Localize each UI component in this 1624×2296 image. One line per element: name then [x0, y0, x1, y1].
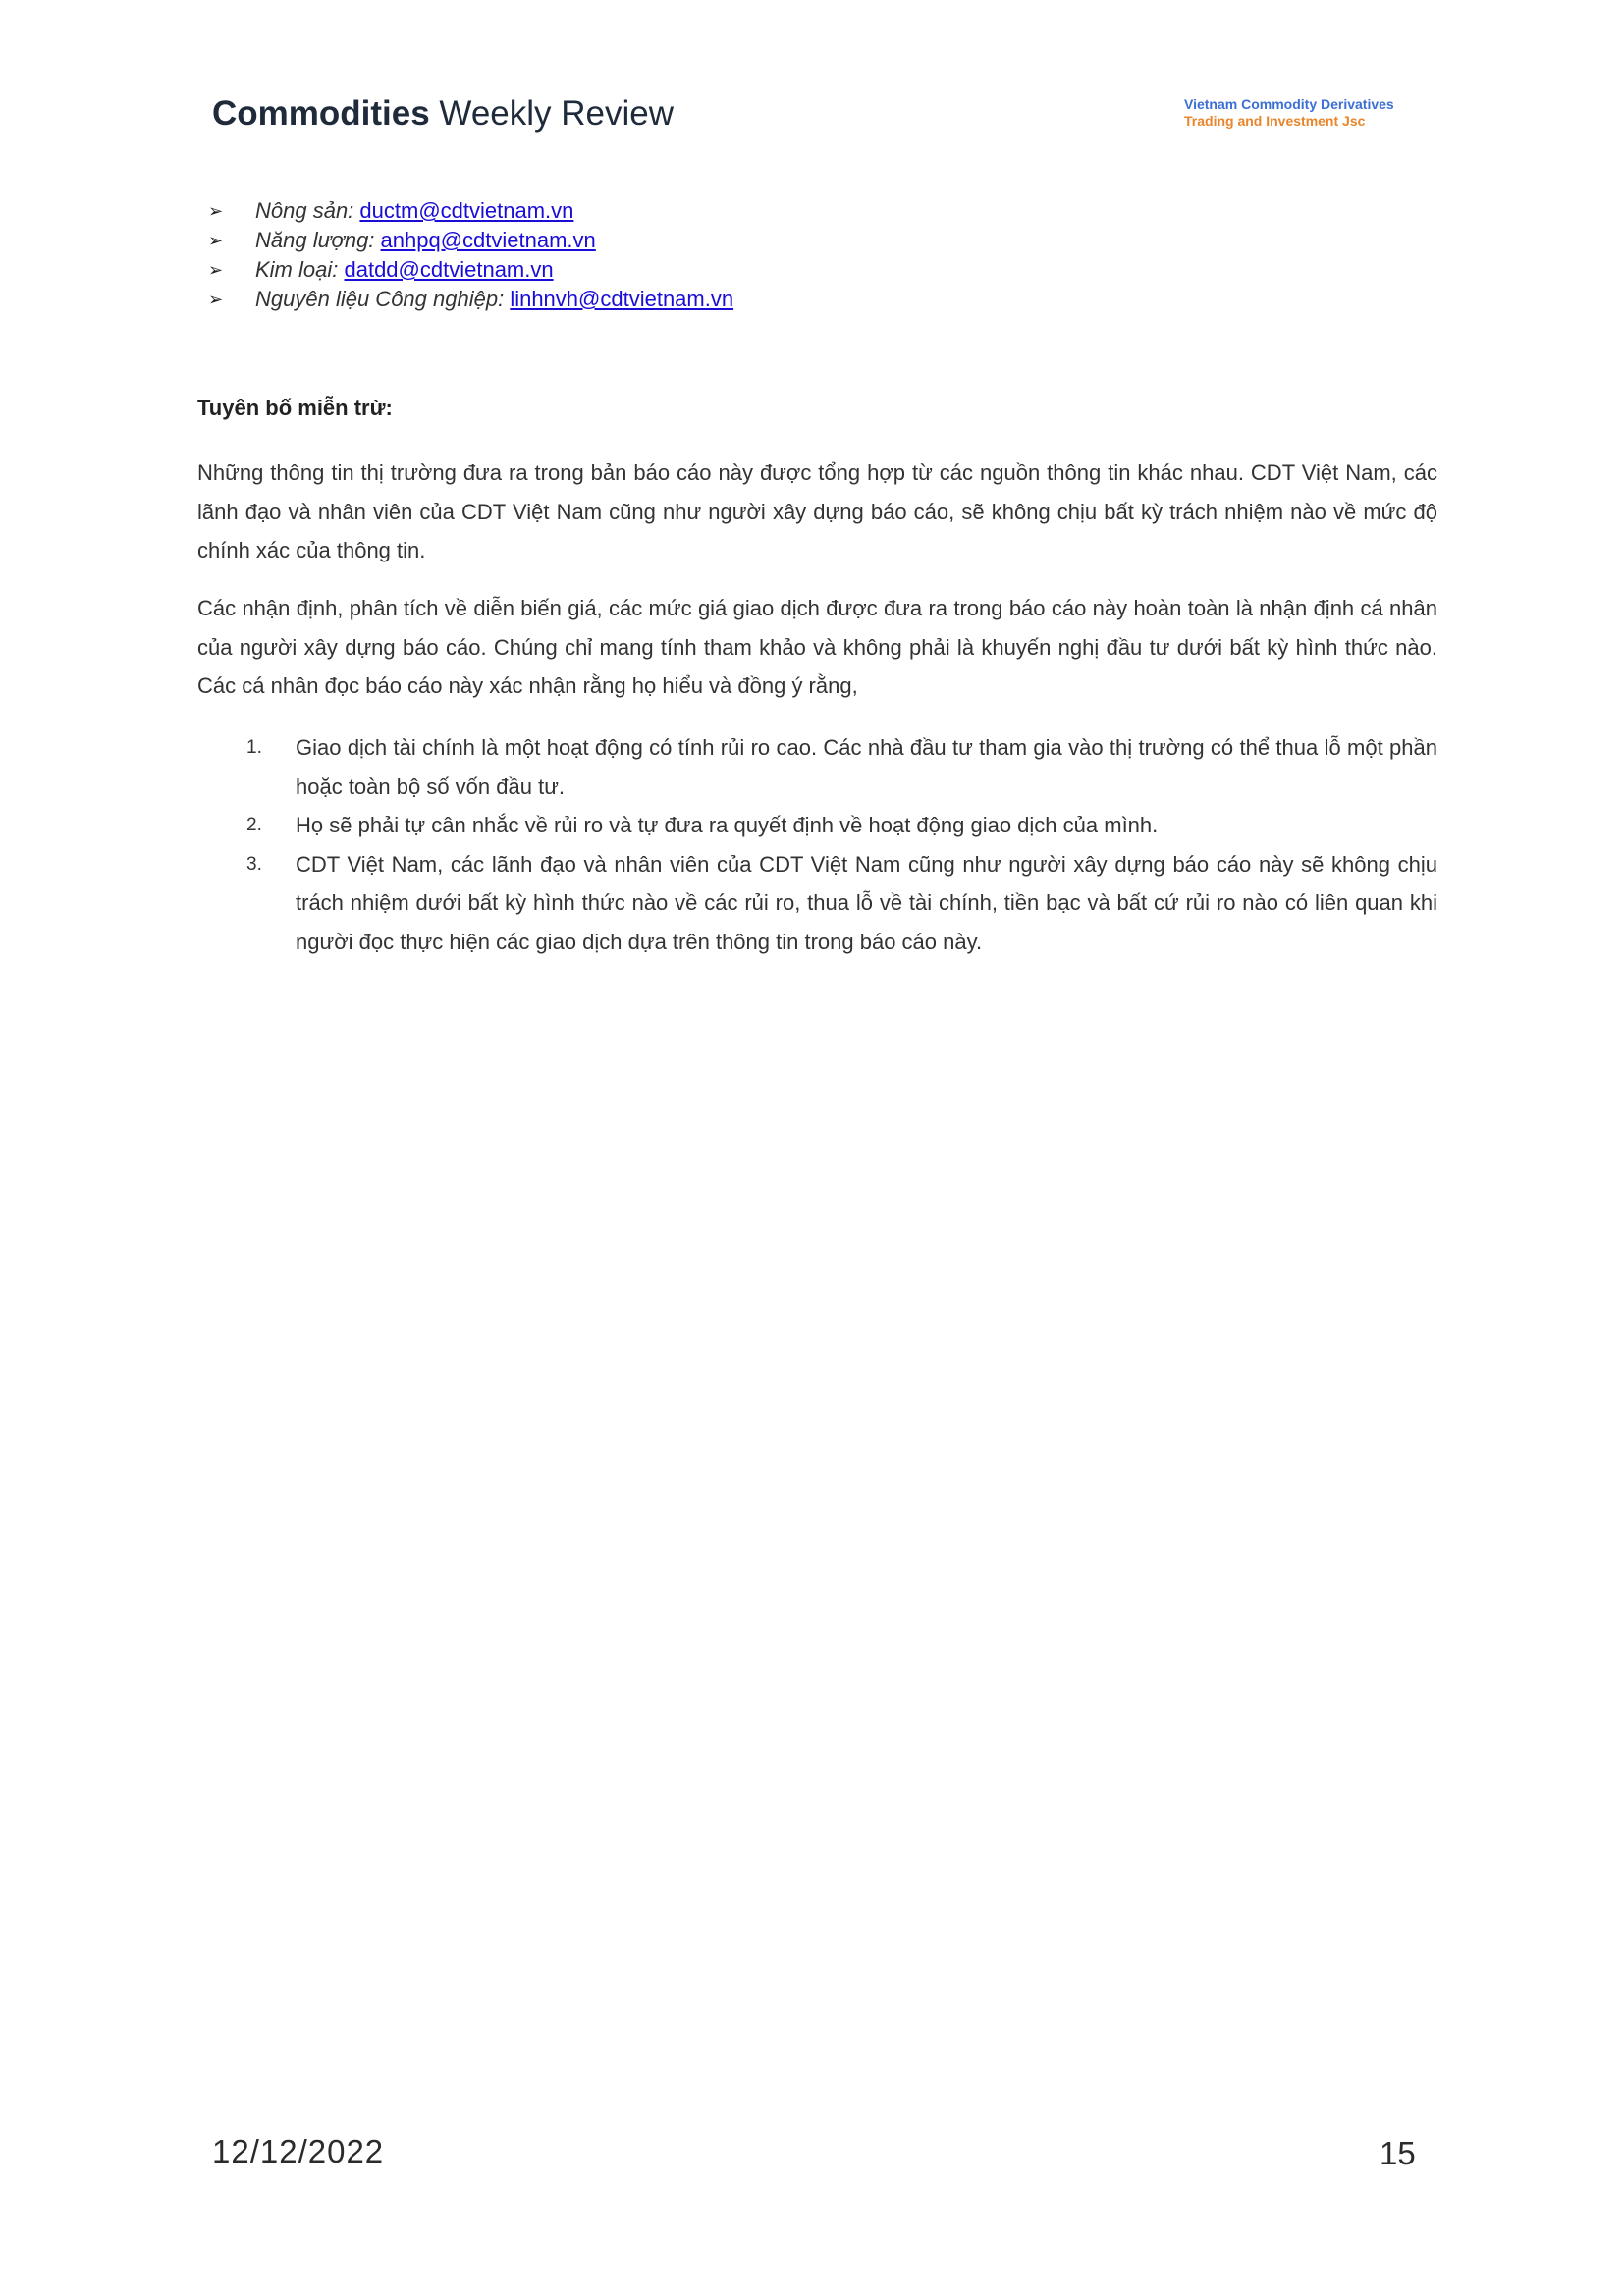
disclaimer-paragraph: Các nhận định, phân tích về diễn biến giá, các mức giá giao dịch được đưa ra trong báo cáo này hoàn toàn là nhận định cá nhân của người xây dựng báo cáo. Chúng chỉ mang tính tham khảo và không phải là khuyến nghị đầu tư dưới bất kỳ hình thức nào. Các cá nhân đọc báo cáo này xác nhận rằng họ hiểu và đồng ý rằng,: [197, 596, 1437, 698]
disclaimer-heading: Tuyên bố miễn trừ:: [197, 396, 393, 420]
contact-label: Nông sản:: [255, 198, 354, 223]
disclaimer-paragraph: Những thông tin thị trường đưa ra trong bản báo cáo này được tổng hợp từ các nguồn thông tin khác nhau. CDT Việt Nam, các lãnh đạo và nhân viên của CDT Việt Nam cũng như người xây dựng báo cáo, sẽ không chịu bất kỳ trách nhiệm nào về mức độ chính xác của thông tin.: [197, 460, 1437, 562]
numbered-list-item: [197, 806, 1437, 845]
contact-label: Năng lượng:: [255, 228, 375, 252]
list-item-number: 1.: [246, 737, 262, 758]
arrow-bullet-icon: ➢: [208, 201, 224, 221]
page-header: [212, 94, 1410, 143]
arrow-bullet-icon: ➢: [208, 231, 224, 250]
contact-email-link[interactable]: anhpq@cdtvietnam.vn: [380, 228, 596, 252]
footer-date: 12/12/2022: [212, 2133, 385, 2169]
list-item-text: CDT Việt Nam, các lãnh đạo và nhân viên của CDT Việt Nam cũng như người xây dựng báo cáo này sẽ không chịu trách nhiệm dưới bất kỳ hình thức nào về các rủi ro, thua lỗ về tài chính, tiền bạc và bất cứ rủi ro nào có liên quan khi người đọc thực hiện các giao dịch dựa trên thông tin trong báo cáo này.: [296, 851, 1437, 954]
contact-label: Kim loại:: [255, 257, 339, 282]
list-item-number: 3.: [246, 853, 262, 875]
disclaimer-numbered-list: [197, 728, 1437, 961]
numbered-list-item: [197, 728, 1437, 806]
contact-email-link[interactable]: datdd@cdtvietnam.vn: [344, 257, 554, 282]
contact-label: Nguyên liệu Công nghiệp:: [255, 287, 505, 311]
report-title-bold: Commodities: [212, 94, 430, 133]
page-number: 15: [1380, 2135, 1416, 2171]
contact-email-link[interactable]: linhnvh@cdtvietnam.vn: [510, 287, 734, 311]
list-item-text: Họ sẽ phải tự cân nhắc về rủi ro và tự đưa ra quyết định về hoạt động giao dịch của mình.: [296, 813, 1159, 837]
arrow-bullet-icon: ➢: [208, 290, 224, 309]
list-item-number: 2.: [246, 815, 262, 835]
company-name-line2: Trading and Investment Jsc: [1184, 113, 1366, 129]
company-logo: [1184, 96, 1394, 130]
numbered-list-item: [197, 845, 1437, 962]
report-title: [212, 94, 674, 133]
contact-email-link[interactable]: ductm@cdtvietnam.vn: [359, 198, 574, 223]
arrow-bullet-icon: ➢: [208, 260, 224, 280]
company-name-line1: Vietnam Commodity Derivatives: [1184, 96, 1394, 112]
report-title-rest: Weekly Review: [429, 94, 675, 133]
list-item-text: Giao dịch tài chính là một hoạt động có tính rủi ro cao. Các nhà đầu tư tham gia vào thị trường có thể thua lỗ một phần hoặc toàn bộ số vốn đầu tư.: [296, 735, 1437, 799]
